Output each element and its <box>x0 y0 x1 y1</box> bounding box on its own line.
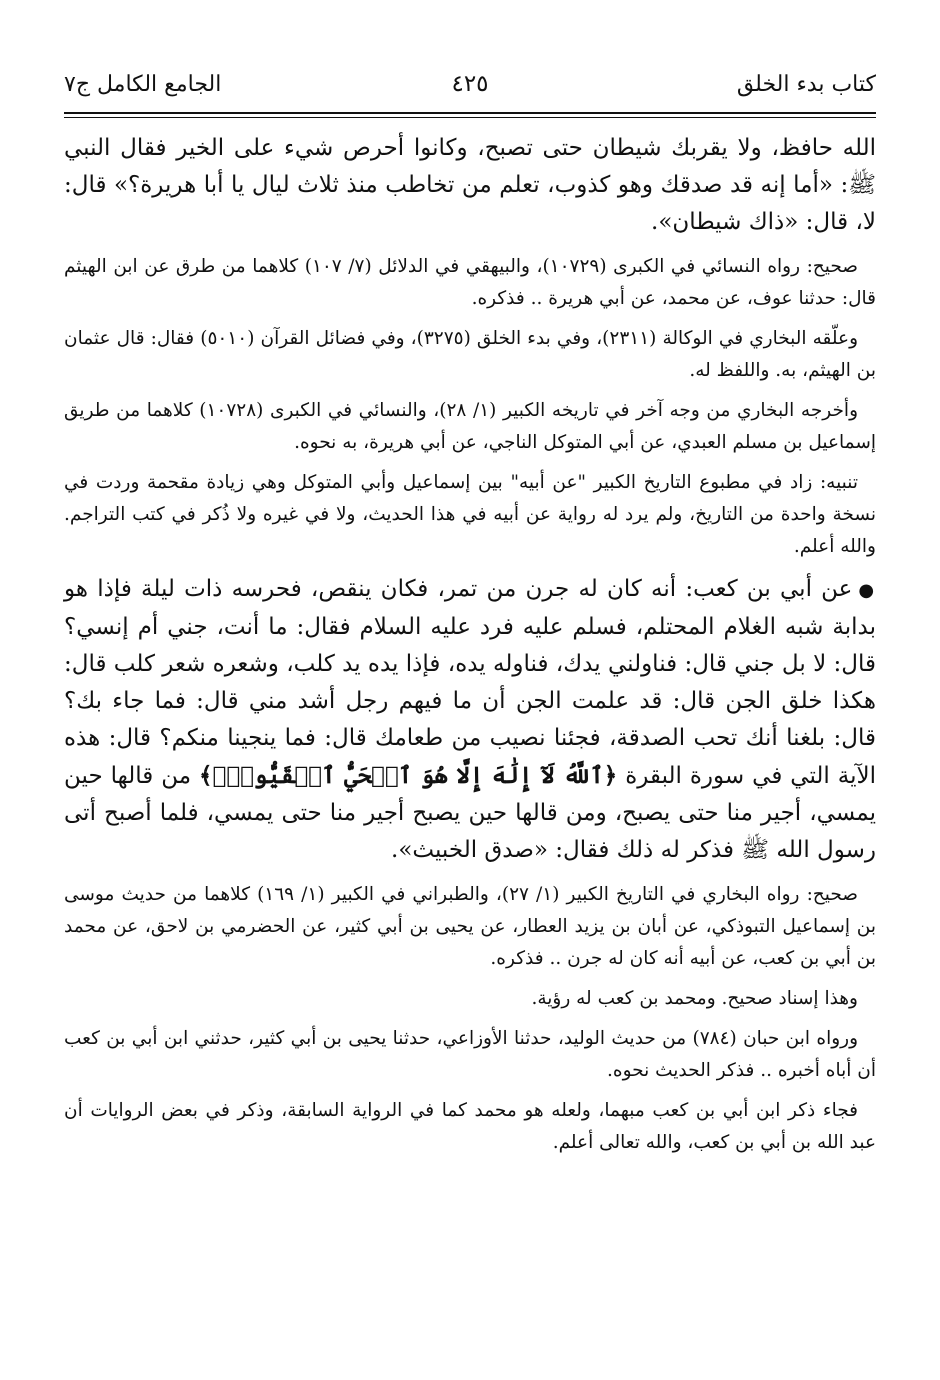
page-header <box>64 62 876 106</box>
takhrij-note: ورواه ابن حبان (٧٨٤) من حديث الوليد، حدثنا الأوزاعي، حدثنا يحيى بن أبي كثير، حدثني ابن أبي بن كعب أن أباه أخبره .. فذكر الحديث نحوه. <box>64 1028 876 1081</box>
takhrij-note: صحيح: رواه النسائي في الكبرى (١٠٧٢٩)، والبيهقي في الدلائل (٧/ ١٠٧) كلاهما من طرق عن ابن الهيثم قال: حدثنا عوف، عن محمد، عن أبي هريرة .. فذكره. <box>64 256 876 309</box>
takhrij-note: وهذا إسناد صحيح. ومحمد بن كعب له رؤية. <box>531 988 858 1009</box>
takhrij-note: فجاء ذكر ابن أبي بن كعب مبهما، ولعله هو محمد كما في الرواية السابقة، وذكر في بعض الروايات أن عبد الله بن أبي بن كعب، والله تعالى أعلم. <box>64 1100 876 1153</box>
hadith-continuation: الله حافظ، ولا يقربك شيطان حتى تصبح، وكانوا أحرص شيء على الخير فقال النبي ﷺ: «أما إنه قد صدقك وهو كذوب، تعلم من تخاطب منذ ثلاث ليال يا أبا هريرة؟» قال: لا، قال: «ذاك شيطان». <box>64 135 876 235</box>
takhrij-note: وأخرجه البخاري من وجه آخر في تاريخه الكبير (١/ ٢٨)، والنسائي في الكبرى (١٠٧٢٨) كلاهما من طريق إسماعيل بن مسلم العبدي، عن أبي المتوكل الناجي، عن أبي هريرة، به نحوه. <box>64 400 876 453</box>
quran-verse: ﴿ٱللَّهُ لَآ إِلَٰهَ إِلَّا هُوَ ٱلۡحَيُّ ٱلۡقَيُّومُۚ﴾ <box>199 762 618 789</box>
takhrij-note: صحيح: رواه البخاري في التاريخ الكبير (١/ ٢٧)، والطبراني في الكبير (١/ ١٦٩) كلاهما من حديث موسى بن إسماعيل التبوذكي، عن أبان بن يزيد العطار، عن يحيى بن أبي كثير، عن الحضرمي بن لاحق، عن محمد بن أبي بن كعب، عن أبيه أنه كان له جرن .. فذكره. <box>64 884 876 969</box>
header-rule-thick <box>64 112 876 114</box>
page-content <box>64 130 876 1167</box>
remark-note: تنبيه: زاد في مطبوع التاريخ الكبير "عن أبيه" بين إسماعيل وأبي المتوكل وهي زيادة مقحمة وردت في نسخة واحدة من التاريخ، ولم يرد له رواية عن أبيه في هذا الحديث، ولا في غيره ولا ذُكر في كتب التراجم. والله أعلم. <box>64 472 876 557</box>
header-rule-thin <box>64 117 876 118</box>
header-volume-title: الجامع الكامل ج٧ <box>64 71 222 97</box>
takhrij-note: وعلّقه البخاري في الوكالة (٢٣١١)، وفي بدء الخلق (٣٢٧٥)، وفي فضائل القرآن (٥٠١٠) فقال: قال عثمان بن الهيثم، به. واللفظ له. <box>64 328 876 381</box>
header-book-title: كتاب بدء الخلق <box>736 71 876 97</box>
hadith-body-end: من قالها حين يمسي، أجير منا حتى يصبح، ومن قالها حين يصبح أجير منا حتى يمسي، فلما أصبح أتى رسول الله ﷺ فذكر له ذلك فقال: «صدق الخبيث». <box>64 763 876 863</box>
hadith-text <box>64 571 876 869</box>
hadith-body: عن أبي بن كعب: أنه كان له جرن من تمر، فكان ينقص، فحرسه ذات ليلة فإذا هو بدابة شبه الغلام المحتلم، فسلم عليه فرد عليه السلام فقال: ما أنت، جني أم إنسي؟ قال: لا بل جني قال: فناولني يدك، فناوله يده، فإذا يده يد كلب، وشعره شعر كلب قال: هكذا خلق الجن قال: قد علمت الجن أن ما فيهم رجل أشد مني قال: فما جاء بك؟ قال: بلغنا أنك تحب الصدقة، فجئنا نصيب من طعامك قال: فما ينجينا منكم؟ قال: هذه الآية التي في سورة البقرة <box>64 576 877 789</box>
bullet-icon: ● <box>858 580 876 601</box>
page-number: ٤٢٥ <box>451 71 489 97</box>
